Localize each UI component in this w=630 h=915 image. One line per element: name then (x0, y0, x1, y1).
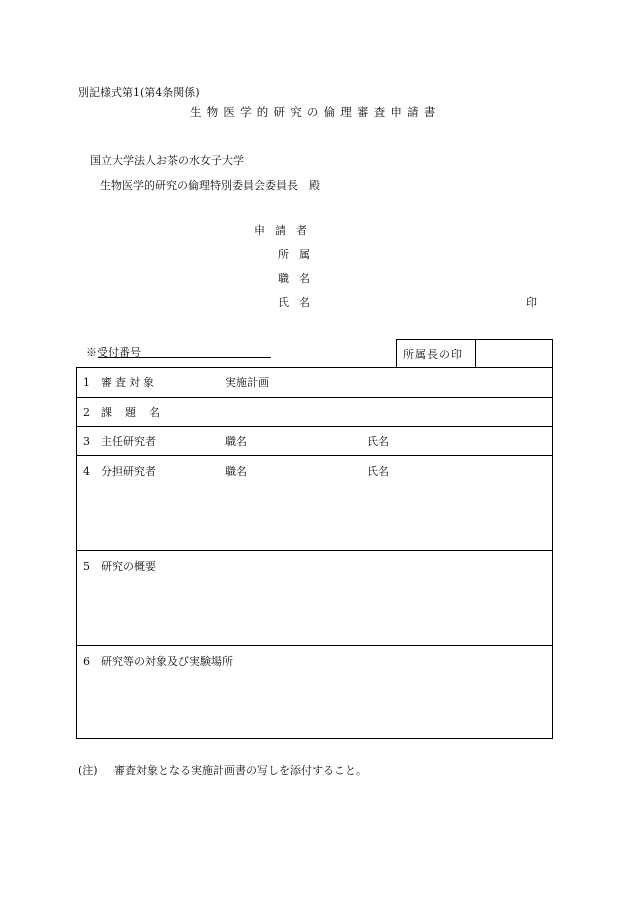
affiliation-label: 所属 (278, 248, 320, 261)
row-number: 6 (83, 655, 90, 668)
table-row-project-title (77, 397, 552, 427)
recipient-name: 生物医学的研究の倫理特別委員会委員長 殿 (100, 179, 320, 192)
subjects-location-field[interactable] (77, 673, 552, 738)
note-label: (注) (78, 764, 98, 777)
institution-name: 国立大学法人お茶の水女子大学 (90, 154, 244, 167)
row-label-principal-investigator: 主任研究者 (101, 435, 156, 448)
row-number: 5 (83, 560, 90, 573)
row-label-co-investigators: 分担研究者 (101, 465, 156, 478)
dept-head-seal-box (396, 339, 553, 368)
form-title: 生物医学的研究の倫理審査申請書 (190, 105, 441, 119)
project-title-field[interactable] (217, 397, 552, 426)
row-number: 4 (83, 465, 90, 478)
pi-name-label: 氏名 (367, 435, 389, 448)
row-number: 2 (83, 406, 90, 419)
applicant-label: 申請者 (254, 224, 317, 237)
position-label: 職名 (278, 272, 320, 285)
row-label-subjects-and-location: 研究等の対象及び実験場所 (101, 655, 233, 668)
table-row-co-investigators (77, 455, 552, 551)
name-label: 氏名 (278, 296, 320, 309)
table-row-research-summary (77, 550, 552, 646)
note-text: 審査対象となる実施計画書の写しを添付すること。 (114, 764, 367, 777)
receipt-number-field[interactable] (98, 357, 271, 358)
pi-position-label: 職名 (225, 435, 247, 448)
row-number: 3 (83, 435, 90, 448)
application-table (76, 367, 553, 739)
table-row-subjects-and-location (77, 645, 552, 738)
row-label-project-title: 課題名 (101, 406, 173, 419)
research-summary-field[interactable] (77, 578, 552, 645)
row-label-research-summary: 研究の概要 (101, 560, 156, 573)
dept-head-seal-area[interactable] (476, 340, 552, 368)
form-reference: 別記様式第1(第4条関係) (78, 86, 200, 99)
table-row-principal-investigator (77, 426, 552, 456)
dept-head-seal-label: 所属長の印 (403, 348, 463, 361)
row-label-review-target: 審査対象 (101, 376, 157, 389)
table-row-review-target (77, 368, 552, 398)
review-target-value[interactable]: 実施計画 (225, 376, 269, 389)
seal-mark: 印 (526, 296, 537, 309)
co-position-label: 職名 (225, 465, 247, 478)
co-name-label: 氏名 (367, 465, 389, 478)
receipt-number-label: ※受付番号 (86, 346, 141, 359)
row-number: 1 (83, 376, 90, 389)
